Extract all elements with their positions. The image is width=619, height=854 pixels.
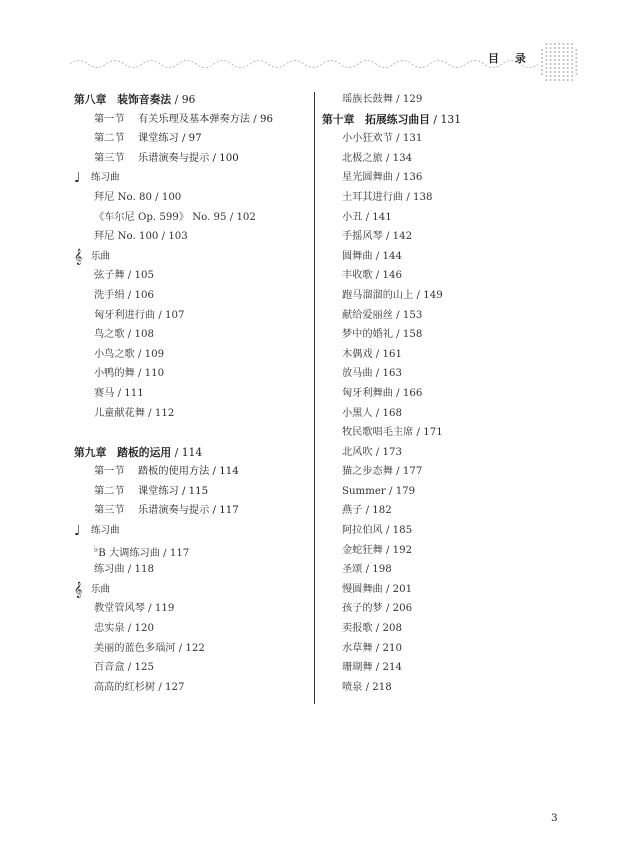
page-ref: 118 — [134, 564, 154, 576]
item-title: 牧民歌唱毛主席 — [342, 427, 414, 439]
section-title: 有关乐理及基本弹奏方法 — [138, 113, 251, 125]
page-ref: 108 — [134, 329, 154, 341]
item-title: 美丽的蓝色多瑙河 — [94, 642, 176, 654]
flat-sign: ♭ — [94, 544, 99, 555]
separator: / — [124, 564, 135, 576]
separator: / — [362, 211, 373, 223]
page-ref: 100 — [219, 152, 239, 164]
separator: / — [124, 623, 135, 635]
toc-item — [322, 90, 552, 110]
page-ref: 185 — [392, 525, 413, 537]
column-divider — [314, 92, 315, 704]
separator: / — [372, 250, 383, 262]
toc-item — [322, 599, 552, 619]
item-title: 珊瑚舞 — [342, 662, 373, 674]
item-title: 匈牙利舞曲 — [342, 387, 393, 399]
toc-category — [74, 168, 310, 188]
toc-item — [322, 384, 552, 404]
toc-item — [322, 541, 552, 561]
item-title: 北风吹 — [342, 446, 373, 458]
separator: / — [178, 485, 189, 497]
page-number: 3 — [551, 812, 558, 824]
toc-section — [74, 149, 310, 169]
page-ref: 117 — [219, 505, 239, 517]
toc-left-column — [74, 90, 310, 697]
toc-item — [322, 462, 552, 482]
separator: / — [209, 152, 220, 164]
toc-item — [322, 345, 552, 365]
page-ref: 109 — [144, 348, 165, 360]
separator: / — [372, 623, 383, 635]
separator: / — [392, 466, 403, 478]
item-title: 小黑人 — [342, 407, 373, 419]
toc-heading: 目 录 — [488, 52, 532, 65]
page-ref: 177 — [402, 466, 423, 478]
spacer — [74, 423, 310, 443]
item-title: 梦中的婚礼 — [342, 329, 393, 341]
toc-item — [74, 345, 310, 365]
page-ref: 131 — [402, 133, 423, 145]
toc-item — [322, 129, 552, 149]
separator: / — [171, 93, 182, 106]
page-ref: 96 — [259, 113, 273, 125]
separator: / — [134, 348, 145, 360]
toc-item — [74, 286, 310, 306]
item-title: 匈牙利进行曲 — [94, 309, 156, 321]
separator: / — [124, 289, 135, 301]
toc-item — [322, 521, 552, 541]
page-ref: 107 — [165, 309, 185, 321]
toc-section — [74, 501, 310, 521]
item-title: 洗手绢 — [94, 289, 125, 301]
toc-item — [74, 658, 310, 678]
separator: / — [209, 505, 220, 517]
toc-item — [322, 501, 552, 521]
page-ref: 120 — [134, 623, 154, 635]
separator: / — [151, 191, 162, 203]
toc-item — [74, 639, 310, 659]
separator: / — [382, 544, 393, 556]
page-ref: 158 — [402, 329, 423, 341]
separator: / — [392, 133, 403, 145]
item-title: 圣颂 — [342, 564, 363, 576]
item-title: 燕子 — [342, 505, 363, 517]
separator: / — [392, 387, 403, 399]
page-ref: 198 — [372, 564, 392, 576]
toc-item — [322, 208, 552, 228]
item-title: 手摇风琴 — [342, 231, 383, 243]
item-title: 孩子的梦 — [342, 603, 383, 615]
item-title: 放马曲 — [342, 368, 373, 380]
item-title: 拜尼 No. 80 — [94, 191, 152, 203]
separator: / — [178, 133, 189, 145]
toc-item — [322, 658, 552, 678]
treble-clef-icon: 𝄞 — [74, 248, 83, 265]
page-ref: 161 — [382, 348, 402, 360]
dot-grid-decoration — [540, 42, 580, 84]
section-title: 乐谱演奏与提示 — [138, 152, 210, 164]
item-title: 卖报歌 — [342, 623, 373, 635]
page-ref: 129 — [402, 94, 423, 105]
page-ref: 179 — [395, 485, 416, 497]
item-title: 小丑 — [342, 211, 363, 223]
page-ref: 103 — [168, 231, 188, 243]
toc-item — [322, 560, 552, 580]
page-ref: 125 — [134, 662, 154, 674]
toc-item — [322, 443, 552, 463]
separator: / — [385, 485, 396, 497]
toc-item — [322, 619, 552, 639]
page-ref: 214 — [382, 662, 402, 674]
separator: / — [362, 681, 373, 693]
separator: / — [372, 348, 383, 360]
toc-item — [322, 149, 552, 169]
separator: / — [372, 270, 383, 282]
page-ref: 131 — [440, 112, 462, 126]
separator: / — [209, 466, 220, 478]
page-ref: 208 — [382, 623, 402, 635]
toc-item — [322, 266, 552, 286]
separator: / — [382, 152, 393, 164]
separator: / — [124, 662, 135, 674]
page-ref: 134 — [392, 152, 413, 164]
toc-item — [74, 364, 310, 384]
item-title: 教堂管风琴 — [94, 603, 145, 615]
item-title: 北极之旅 — [342, 152, 383, 164]
item-title: 星光圆舞曲 — [342, 172, 393, 184]
page-ref: 149 — [423, 289, 443, 301]
separator: / — [362, 505, 373, 517]
toc-chapter — [322, 110, 552, 130]
section-title: 课堂练习 — [138, 133, 179, 145]
toc-item — [322, 678, 552, 698]
page-ref: 96 — [181, 93, 196, 106]
toc-item — [74, 227, 310, 247]
separator: / — [413, 289, 424, 301]
separator: / — [372, 407, 383, 419]
toc-item — [322, 482, 552, 502]
toc-item — [74, 208, 310, 228]
item-title: 高高的红杉树 — [94, 681, 156, 693]
page-ref: 171 — [423, 427, 443, 439]
item-title: 土耳其进行曲 — [342, 191, 404, 203]
toc-section — [74, 482, 310, 502]
toc-right-column — [322, 90, 552, 697]
separator: / — [134, 368, 145, 380]
toc-item — [322, 364, 552, 384]
separator: / — [158, 231, 169, 243]
page-ref: 136 — [402, 172, 423, 184]
chapter-title: 第十章 拓展练习曲目 — [322, 112, 430, 126]
toc-item — [74, 266, 310, 286]
page-ref: 192 — [392, 544, 413, 556]
chapter-title: 第八章 装饰音奏法 — [74, 93, 172, 106]
separator: / — [175, 642, 186, 654]
page-ref: 127 — [165, 681, 185, 693]
separator: / — [372, 662, 383, 674]
toc-item — [322, 580, 552, 600]
page-ref: 146 — [382, 270, 402, 282]
toc-item — [74, 188, 310, 208]
toc-item — [74, 404, 310, 424]
item-title: 丰收歌 — [342, 270, 373, 282]
separator: / — [372, 368, 383, 380]
separator: / — [382, 603, 393, 615]
page-ref: 206 — [392, 603, 413, 615]
item-title: 练习曲 — [94, 564, 125, 576]
item-title: 瑶族长鼓舞 — [342, 94, 393, 105]
page-ref: 119 — [154, 603, 175, 615]
separator: / — [124, 329, 135, 341]
separator: / — [171, 445, 182, 459]
separator: / — [144, 407, 155, 419]
separator: / — [114, 387, 125, 399]
toc-item — [74, 325, 310, 345]
page-ref: 115 — [188, 485, 209, 497]
toc-item — [74, 384, 310, 404]
page-ref: 166 — [402, 387, 423, 399]
page-ref: 142 — [392, 231, 413, 243]
page-ref: 105 — [134, 270, 154, 282]
toc-chapter — [74, 443, 310, 463]
item-title: 弦子舞 — [94, 270, 125, 282]
category-title: 乐曲 — [91, 583, 111, 595]
section-label: 第一节 — [94, 466, 125, 478]
section-label: 第三节 — [94, 152, 125, 164]
item-title: 喷泉 — [342, 681, 363, 693]
item-title: 猫之步态舞 — [342, 466, 393, 478]
separator: / — [144, 603, 155, 615]
item-title: 跑马溜溜的山上 — [342, 289, 414, 301]
page-ref: 182 — [372, 505, 392, 517]
page-ref: 106 — [134, 289, 154, 301]
separator: / — [250, 113, 260, 125]
item-title: 拜尼 No. 100 — [94, 231, 159, 243]
toc-item — [74, 599, 310, 619]
item-title: B 大调练习曲 — [98, 547, 160, 559]
separator: / — [226, 211, 237, 223]
quarter-note-icon: ♩ — [74, 170, 81, 187]
page-ref: 173 — [382, 446, 402, 458]
separator: / — [372, 642, 383, 654]
chapter-title: 第九章 踏板的运用 — [74, 445, 172, 459]
toc-section — [74, 129, 310, 149]
separator: / — [382, 583, 393, 595]
page-ref: 110 — [144, 368, 165, 380]
separator: / — [382, 525, 393, 537]
separator: / — [413, 427, 424, 439]
item-title: 百音盒 — [94, 662, 125, 674]
toc-item — [322, 168, 552, 188]
separator: / — [392, 309, 403, 321]
toc-item — [74, 678, 310, 698]
page-ref: 144 — [382, 250, 402, 262]
section-label: 第三节 — [94, 505, 125, 517]
separator: / — [155, 681, 166, 693]
item-title: 慢圆舞曲 — [342, 583, 383, 595]
section-title: 课堂练习 — [138, 485, 179, 497]
item-title: 小小狂欢节 — [342, 133, 393, 145]
section-label: 第二节 — [94, 133, 125, 145]
toc-item — [322, 404, 552, 424]
category-title: 乐曲 — [91, 250, 111, 262]
page-ref: 153 — [402, 309, 423, 321]
page-ref: 111 — [124, 387, 144, 399]
item-title: 献给爱丽丝 — [342, 309, 393, 321]
separator: / — [372, 446, 383, 458]
separator: / — [159, 547, 170, 559]
item-title: 圆舞曲 — [342, 250, 373, 262]
page-ref: 100 — [161, 191, 182, 203]
item-title: 《车尔尼 Op. 599》 No. 95 — [94, 211, 227, 223]
toc-item — [322, 306, 552, 326]
toc-item — [322, 247, 552, 267]
page-ref: 102 — [236, 211, 256, 223]
item-title: 木偶戏 — [342, 348, 373, 360]
item-title: 鸟之歌 — [94, 329, 125, 341]
separator: / — [362, 564, 373, 576]
treble-clef-icon: 𝄞 — [74, 581, 83, 598]
toc-section — [74, 110, 310, 130]
toc-item — [74, 560, 310, 580]
separator: / — [124, 270, 135, 282]
separator: / — [392, 94, 403, 105]
toc-item — [322, 286, 552, 306]
toc-category — [74, 580, 310, 600]
page-ref: 138 — [413, 191, 433, 203]
item-title: 儿童献花舞 — [94, 407, 145, 419]
page-ref: 114 — [219, 466, 239, 478]
toc-item — [322, 325, 552, 345]
page-ref: 114 — [181, 445, 203, 459]
quarter-note-icon: ♩ — [74, 522, 81, 539]
page-ref: 112 — [154, 407, 175, 419]
section-title: 乐谱演奏与提示 — [138, 505, 210, 517]
item-title: 忠实泉 — [94, 623, 125, 635]
page-ref: 97 — [188, 133, 202, 145]
toc-item — [74, 306, 310, 326]
separator: / — [429, 112, 441, 126]
page-ref: 201 — [392, 583, 413, 595]
toc-item — [74, 541, 310, 561]
toc-category — [74, 521, 310, 541]
toc-item — [322, 227, 552, 247]
toc-item — [74, 619, 310, 639]
page-ref: 210 — [382, 642, 402, 654]
item-title: 小鸭的舞 — [94, 368, 135, 380]
section-label: 第一节 — [94, 113, 125, 125]
page-ref: 168 — [382, 407, 402, 419]
page-ref: 117 — [169, 547, 190, 559]
item-title: 阿拉伯风 — [342, 525, 383, 537]
separator: / — [155, 309, 166, 321]
toc-category — [74, 247, 310, 267]
section-title: 踏板的使用方法 — [138, 466, 210, 478]
category-title: 练习曲 — [91, 525, 120, 537]
toc-item — [322, 423, 552, 443]
item-title: Summer — [342, 485, 386, 497]
separator: / — [403, 191, 414, 203]
toc-chapter — [74, 90, 310, 110]
separator: / — [392, 329, 403, 341]
page-ref: 163 — [382, 368, 402, 380]
item-title: 水草舞 — [342, 642, 373, 654]
separator: / — [382, 231, 393, 243]
item-title: 小鸟之歌 — [94, 348, 135, 360]
page-ref: 218 — [372, 681, 392, 693]
section-label: 第二节 — [94, 485, 125, 497]
item-title: 金蛇狂舞 — [342, 544, 383, 556]
item-title: 赛马 — [94, 387, 115, 399]
toc-item — [322, 188, 552, 208]
separator: / — [392, 172, 403, 184]
page-ref: 141 — [372, 211, 392, 223]
category-title: 练习曲 — [91, 172, 120, 184]
wavy-line-decoration — [70, 55, 540, 69]
toc-item — [322, 639, 552, 659]
toc-section — [74, 462, 310, 482]
page-ref: 122 — [185, 642, 205, 654]
